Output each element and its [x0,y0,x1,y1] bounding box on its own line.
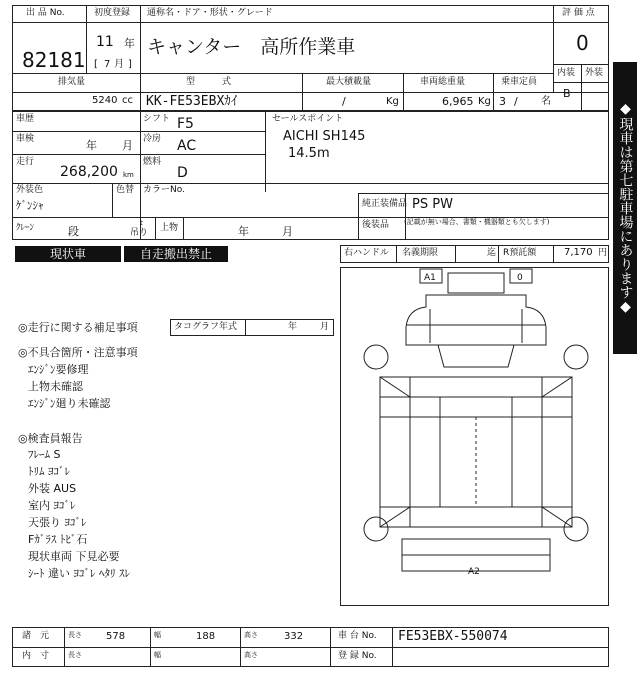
damage-mark: A1 [424,273,436,283]
internal-dims-label: 内 寸 [22,651,50,661]
lot-number: 82181 [22,48,86,72]
gross-weight-value: 6,965 [442,95,474,108]
tachograph-label: タコグラフ年式 [174,322,238,332]
color-change-label: 色替 [116,185,135,195]
reg-month-unit: 月 [114,59,124,70]
gross-weight-unit: Kg [478,96,491,107]
no-self-drive-badge: 自走搬出禁止 [124,246,228,262]
upper-label: 上物 [160,223,179,233]
tachograph-month-unit: 月 [320,322,330,332]
rating-label: 評 価 点 [562,8,595,18]
title-deadline-label: 名義期限 [402,248,439,258]
truck-diagram [340,267,612,607]
r-deposit-value: 7,170 [564,247,593,258]
rating-value: 0 [576,31,589,55]
r-deposit-label: R預託額 [503,248,537,258]
inspection-month-unit: 月 [122,139,133,152]
color-no-label: カラーNo. [143,185,185,195]
equipment-label: 純正装備品 [362,199,408,209]
wheel-rear-left [364,517,388,541]
sales-point-line2: 14.5m [288,146,330,161]
registration-label: 登 録 No. [338,651,377,661]
fuel-value: D [177,165,188,181]
capacity-separator: / [514,95,518,108]
inspector-list [28,446,130,582]
reg-month-bracket-open: [ [94,59,98,70]
inspection-year-unit: 年 [86,139,97,152]
upper-month-unit: 月 [282,225,293,238]
height-label: 高さ [244,631,258,639]
model-label: 型 式 [186,77,232,87]
aftermarket-label: 後装品 [362,220,390,230]
wheel-rear-right [564,517,588,541]
mileage-unit: km [123,171,134,179]
crane-lift-t: t [140,219,143,227]
reg-year: 11 [96,34,114,50]
name-label: 通称名・ドア・形状・グレード [147,8,273,18]
inspector-item: 外装 AUS [28,482,77,495]
defects-title: ◎不具合箇所・注意事項 [18,346,138,359]
reg-year-unit: 年 [124,37,135,50]
height-value: 332 [284,631,304,642]
mileage-type: 迄 [487,248,497,258]
inspector-item: ｼｰﾄ 違い ﾖｺﾞﾚ ﾍﾀﾘ ｽﾚ [28,567,130,580]
car-name: キャンター 高所作業車 [147,36,356,58]
inspector-item: 室内 ﾖｺﾞﾚ [28,499,76,512]
exterior-color-label: 外装色 [16,185,44,195]
driving-notes-title: ◎走行に関する補足事項 [18,321,138,334]
sales-point-line1: AICHI SH145 [283,129,366,144]
length-label: 長さ [68,631,82,639]
defects-list [28,361,111,412]
upper-year-unit: 年 [238,225,249,238]
chassis-label: 車 台 No. [338,631,377,641]
inspector-item: 天張り ﾖｺﾞﾚ [28,516,87,529]
internal-height-label: 高さ [244,651,258,659]
ac-value: AC [177,138,197,154]
max-load-value: / [342,95,346,108]
r-deposit-unit: 円 [598,248,608,258]
as-is-badge: 現状車 [15,246,121,262]
crane-lift-unit: 吊り [130,228,149,238]
chassis-value: FE53EBX-550074 [398,629,508,644]
inspection-label: 車検 [16,134,35,144]
defect-item: ｴﾝｼﾞﾝ要修理 [28,363,89,376]
inspector-title: ◎検査員報告 [18,432,83,445]
cab-outline [406,295,546,345]
damage-mark: 0 [517,273,523,283]
internal-width-label: 幅 [154,651,161,659]
max-load-label: 最大積載量 [326,77,372,87]
crane-steps-unit: 段 [68,225,79,238]
displacement-value: 5240 [92,95,118,106]
gross-weight-label: 車両総重量 [420,77,466,87]
exterior-color-value: ｹﾞﾝｼｬ [16,199,44,212]
width-label: 幅 [154,631,161,639]
exterior-label: 外装 [585,68,604,78]
history-label: 車歴 [16,114,35,124]
parking-location-banner: ◆現車は第七駐車場にあります◆ [613,62,637,354]
inspector-item: 現状車両 下見必要 [28,550,120,563]
right-handle-label: 右ハンドル [344,248,390,258]
shift-label: シフト [143,114,171,124]
shift-value: F5 [177,116,194,132]
defect-item: 上物未確認 [28,380,83,393]
fuel-label: 燃料 [143,157,162,167]
aftermarket-note: (記載が無い場合、書類・機器類とも欠します) [404,218,550,226]
tachograph-year-unit: 年 [288,322,298,332]
equipment-value: PS PW [412,197,453,212]
width-value: 188 [196,631,216,642]
front-bumper [448,273,504,293]
reg-month-bracket-close: ] [128,59,132,70]
model-value: KK-FE53EBXｶｲ [146,94,238,109]
dims-label: 諸 元 [22,631,50,641]
lot-label: 出 品 No. [26,8,65,18]
inspector-item: ﾄﾘﾑ ﾖｺﾞﾚ [28,465,70,478]
sales-point-label: セールスポイント [272,114,344,124]
wheel-front-right [564,345,588,369]
length-value: 578 [106,631,126,642]
wheel-front-left [364,345,388,369]
internal-length-label: 長さ [68,651,82,659]
damage-mark: A2 [468,567,480,577]
mileage-label: 走行 [16,157,35,167]
inspector-item: Fｶﾞﾗｽ ﾄﾋﾞ石 [28,533,88,546]
truck-body [380,377,572,527]
interior-grade: B [563,87,571,100]
reg-month: 7 [104,59,111,70]
ac-label: 冷房 [143,134,162,144]
windshield [438,345,514,367]
capacity-value: 3 [499,95,506,108]
crane-label: ｸﾚｰﾝ [16,223,35,233]
mileage-value: 268,200 [60,164,118,180]
displacement-label: 排気量 [58,77,86,87]
first-reg-label: 初度登録 [94,8,131,18]
capacity-unit: 名 [541,96,551,107]
inspector-item: ﾌﾚｰﾑ S [28,448,61,461]
max-load-unit: Kg [386,96,399,107]
displacement-unit: cc [122,95,133,106]
defect-item: ｴﾝｼﾞﾝ廻り未確認 [28,397,111,410]
interior-label: 内装 [557,68,576,78]
capacity-label: 乗車定員 [501,77,538,87]
